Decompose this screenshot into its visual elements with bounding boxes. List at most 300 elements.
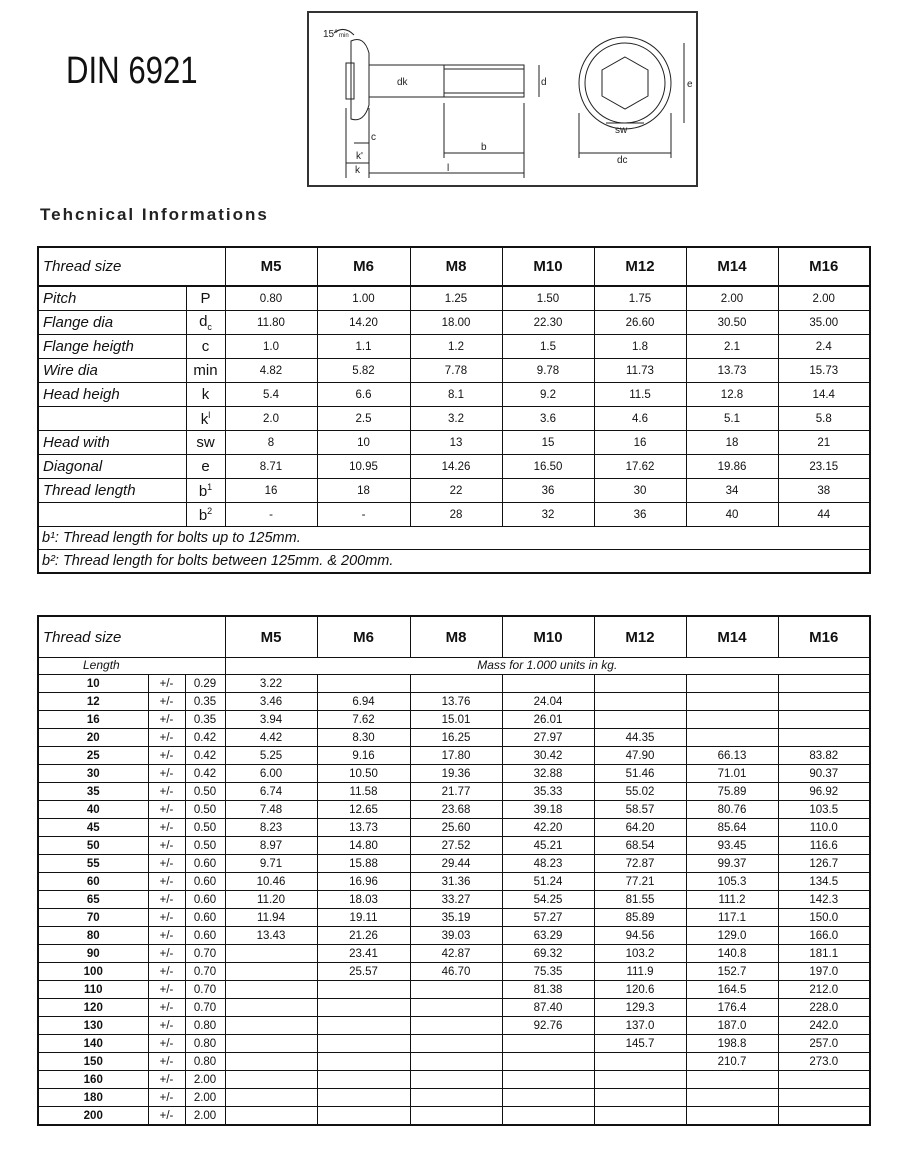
mass-value: 39.03 — [410, 927, 502, 945]
mass-value: 134.5 — [778, 873, 870, 891]
mass-value — [502, 675, 594, 693]
mass-value: 44.35 — [594, 729, 686, 747]
tech-value: 11.80 — [225, 311, 317, 335]
mass-value: 72.87 — [594, 855, 686, 873]
mass-value: 210.7 — [686, 1053, 778, 1071]
mass-value: 39.18 — [502, 801, 594, 819]
tech-row — [38, 359, 870, 383]
tech-value: 1.1 — [317, 335, 410, 359]
mass-row — [38, 1071, 870, 1089]
mass-row — [38, 837, 870, 855]
mass-value: 42.20 — [502, 819, 594, 837]
size-header: M14 — [686, 616, 778, 658]
mass-value: 32.88 — [502, 765, 594, 783]
symbol-text: $b^1$ — [198, 481, 213, 500]
plus-minus: +/- — [148, 1017, 185, 1035]
size-header: M14 — [686, 247, 778, 286]
mass-header-row — [38, 616, 870, 658]
size-header: M8 — [410, 616, 502, 658]
tech-value: 12.8 — [686, 383, 778, 407]
tech-value: 10 — [317, 431, 410, 455]
mass-value: 111.2 — [686, 891, 778, 909]
mass-value: 21.26 — [317, 927, 410, 945]
mass-value: 58.57 — [594, 801, 686, 819]
row-label — [38, 503, 186, 527]
note-row — [38, 550, 870, 574]
mass-value: 103.2 — [594, 945, 686, 963]
length-value: 150 — [38, 1053, 148, 1071]
mass-value: 23.68 — [410, 801, 502, 819]
tech-value: 28 — [410, 503, 502, 527]
mass-value: 8.23 — [225, 819, 317, 837]
mass-value: 69.32 — [502, 945, 594, 963]
bolt-drawing-svg — [309, 13, 700, 189]
plus-minus: +/- — [148, 765, 185, 783]
mass-value: 181.1 — [778, 945, 870, 963]
tech-value: 44 — [778, 503, 870, 527]
mass-value: 9.71 — [225, 855, 317, 873]
tolerance-value: 0.80 — [185, 1035, 225, 1053]
mass-value: 51.24 — [502, 873, 594, 891]
symbol-text: c — [201, 338, 210, 355]
tolerance-value: 0.70 — [185, 981, 225, 999]
tolerance-value: 0.35 — [185, 693, 225, 711]
tech-value: 18 — [317, 479, 410, 503]
bolt-thread — [444, 65, 524, 97]
tech-value: 14.20 — [317, 311, 410, 335]
mass-row — [38, 729, 870, 747]
mass-row — [38, 783, 870, 801]
plus-minus: +/- — [148, 891, 185, 909]
mass-value: 90.37 — [778, 765, 870, 783]
mass-value: 5.25 — [225, 747, 317, 765]
tech-value: 21 — [778, 431, 870, 455]
tolerance-value: 0.60 — [185, 891, 225, 909]
mass-row — [38, 693, 870, 711]
mass-value — [778, 1107, 870, 1126]
tech-value: 18 — [686, 431, 778, 455]
mass-value: 63.29 — [502, 927, 594, 945]
tolerance-value: 2.00 — [185, 1107, 225, 1126]
mass-value: 13.76 — [410, 693, 502, 711]
tech-header-row — [38, 247, 870, 286]
tech-value: 23.15 — [778, 455, 870, 479]
mass-value: 176.4 — [686, 999, 778, 1017]
mass-value: 25.57 — [317, 963, 410, 981]
svg-text:min: min — [339, 33, 349, 39]
tech-row — [38, 311, 870, 335]
mass-value — [317, 999, 410, 1017]
mass-value: 47.90 — [594, 747, 686, 765]
mass-value: 23.41 — [317, 945, 410, 963]
plus-minus: +/- — [148, 1053, 185, 1071]
mass-value — [225, 945, 317, 963]
mass-value: 75.89 — [686, 783, 778, 801]
mass-value: 10.50 — [317, 765, 410, 783]
mass-value — [317, 1017, 410, 1035]
plus-minus: +/- — [148, 1089, 185, 1107]
tech-value: 5.1 — [686, 407, 778, 431]
tech-value: 8.1 — [410, 383, 502, 407]
mass-value: 140.8 — [686, 945, 778, 963]
mass-value: 87.40 — [502, 999, 594, 1017]
tech-value: 6.6 — [317, 383, 410, 407]
tolerance-value: 0.60 — [185, 927, 225, 945]
row-symbol — [186, 335, 225, 359]
dim-kprime: k' — [356, 151, 363, 162]
mass-row — [38, 819, 870, 837]
row-label: Diagonal — [38, 455, 186, 479]
mass-value: 27.97 — [502, 729, 594, 747]
tech-value: 8.71 — [225, 455, 317, 479]
mass-value: 273.0 — [778, 1053, 870, 1071]
mass-row — [38, 873, 870, 891]
mass-subheader-row — [38, 658, 870, 675]
symbol-text: sw — [196, 434, 215, 451]
mass-value: 94.56 — [594, 927, 686, 945]
mass-value: 10.46 — [225, 873, 317, 891]
mass-value: 13.73 — [317, 819, 410, 837]
plus-minus: +/- — [148, 729, 185, 747]
row-symbol — [186, 455, 225, 479]
plus-minus: +/- — [148, 819, 185, 837]
document-title: DIN 6921 — [66, 50, 198, 92]
plus-minus: +/- — [148, 693, 185, 711]
row-label — [38, 407, 186, 431]
mass-value — [686, 729, 778, 747]
size-header: M16 — [778, 616, 870, 658]
symbol-text: $d_c$ — [199, 313, 212, 332]
mass-value: 71.01 — [686, 765, 778, 783]
length-value: 100 — [38, 963, 148, 981]
mass-value: 14.80 — [317, 837, 410, 855]
angle-label: 15° — [323, 29, 339, 40]
tech-value: 3.6 — [502, 407, 594, 431]
mass-value: 145.7 — [594, 1035, 686, 1053]
row-label: Head with — [38, 431, 186, 455]
mass-value: 35.33 — [502, 783, 594, 801]
tech-value: 22 — [410, 479, 502, 503]
mass-value — [410, 1017, 502, 1035]
tech-value: 9.78 — [502, 359, 594, 383]
plus-minus: +/- — [148, 1035, 185, 1053]
tolerance-value: 0.60 — [185, 873, 225, 891]
length-value: 45 — [38, 819, 148, 837]
mass-value — [594, 1107, 686, 1126]
tech-row — [38, 431, 870, 455]
row-symbol — [186, 359, 225, 383]
length-value: 30 — [38, 765, 148, 783]
mass-value — [410, 1071, 502, 1089]
plus-minus: +/- — [148, 801, 185, 819]
dim-c: c — [371, 132, 376, 143]
mass-value: 31.36 — [410, 873, 502, 891]
length-value: 10 — [38, 675, 148, 693]
mass-value — [225, 1053, 317, 1071]
tolerance-value: 0.70 — [185, 963, 225, 981]
tech-value: 18.00 — [410, 311, 502, 335]
mass-value: 16.25 — [410, 729, 502, 747]
dim-dk: dk — [397, 77, 408, 88]
mass-value — [317, 1053, 410, 1071]
mass-value: 54.25 — [502, 891, 594, 909]
mass-value: 6.74 — [225, 783, 317, 801]
mass-row — [38, 765, 870, 783]
plus-minus: +/- — [148, 747, 185, 765]
tech-value: 5.82 — [317, 359, 410, 383]
mass-value — [225, 1035, 317, 1053]
tech-value: 26.60 — [594, 311, 686, 335]
mass-value: 64.20 — [594, 819, 686, 837]
plus-minus: +/- — [148, 855, 185, 873]
tech-value: 2.4 — [778, 335, 870, 359]
tech-row — [38, 407, 870, 431]
plus-minus: +/- — [148, 783, 185, 801]
tolerance-value: 0.70 — [185, 999, 225, 1017]
mass-table — [37, 615, 871, 1126]
flange-circle — [579, 37, 671, 129]
tech-row — [38, 383, 870, 407]
tech-value: 0.80 — [225, 286, 317, 311]
length-value: 50 — [38, 837, 148, 855]
tech-row — [38, 503, 870, 527]
tech-value: 1.8 — [594, 335, 686, 359]
dim-k: k — [355, 165, 360, 176]
symbol-text: k — [201, 386, 210, 403]
mass-value: 75.35 — [502, 963, 594, 981]
mass-value — [594, 1071, 686, 1089]
mass-value: 7.62 — [317, 711, 410, 729]
mass-value: 8.30 — [317, 729, 410, 747]
tech-value: 16 — [594, 431, 686, 455]
dim-sw: sw — [615, 125, 628, 136]
mass-value: 80.76 — [686, 801, 778, 819]
tech-value: 1.50 — [502, 286, 594, 311]
mass-value: 15.88 — [317, 855, 410, 873]
mass-row — [38, 909, 870, 927]
tolerance-value: 0.50 — [185, 801, 225, 819]
mass-value — [410, 1035, 502, 1053]
row-symbol — [186, 503, 225, 527]
mass-value — [225, 981, 317, 999]
size-header: M8 — [410, 247, 502, 286]
mass-value: 11.94 — [225, 909, 317, 927]
tolerance-value: 0.35 — [185, 711, 225, 729]
mass-row — [38, 1053, 870, 1071]
mass-value — [317, 1035, 410, 1053]
mass-value: 137.0 — [594, 1017, 686, 1035]
mass-value: 46.70 — [410, 963, 502, 981]
mass-value: 129.3 — [594, 999, 686, 1017]
row-label: Head heigh — [38, 383, 186, 407]
tolerance-value: 0.42 — [185, 729, 225, 747]
mass-value — [317, 1107, 410, 1126]
plus-minus: +/- — [148, 1107, 185, 1126]
mass-value: 55.02 — [594, 783, 686, 801]
mass-value: 99.37 — [686, 855, 778, 873]
mass-value — [410, 1089, 502, 1107]
mass-value: 126.7 — [778, 855, 870, 873]
tech-value: 34 — [686, 479, 778, 503]
length-value: 180 — [38, 1089, 148, 1107]
mass-value: 8.97 — [225, 837, 317, 855]
mass-value: 77.21 — [594, 873, 686, 891]
tolerance-value: 2.00 — [185, 1089, 225, 1107]
mass-row — [38, 675, 870, 693]
mass-row — [38, 981, 870, 999]
mass-row — [38, 1035, 870, 1053]
length-value: 130 — [38, 1017, 148, 1035]
mass-row — [38, 891, 870, 909]
plus-minus: +/- — [148, 711, 185, 729]
mass-value — [686, 711, 778, 729]
mass-value — [502, 1089, 594, 1107]
mass-value: 19.11 — [317, 909, 410, 927]
tolerance-value: 0.42 — [185, 747, 225, 765]
plus-minus: +/- — [148, 999, 185, 1017]
section-title: Tehcnical Informations — [40, 205, 269, 224]
mass-value — [594, 1089, 686, 1107]
mass-value: 116.6 — [778, 837, 870, 855]
length-value: 120 — [38, 999, 148, 1017]
mass-value — [317, 1089, 410, 1107]
mass-value: 42.87 — [410, 945, 502, 963]
mass-row — [38, 1089, 870, 1107]
tolerance-value: 0.50 — [185, 837, 225, 855]
technical-info-table — [37, 246, 871, 574]
mass-value: 3.94 — [225, 711, 317, 729]
length-value: 200 — [38, 1107, 148, 1126]
mass-row — [38, 1017, 870, 1035]
length-value: 20 — [38, 729, 148, 747]
mass-value: 4.42 — [225, 729, 317, 747]
length-value: 90 — [38, 945, 148, 963]
mass-value: 257.0 — [778, 1035, 870, 1053]
mass-value: 3.46 — [225, 693, 317, 711]
tolerance-value: 0.29 — [185, 675, 225, 693]
tech-value: 4.82 — [225, 359, 317, 383]
plus-minus: +/- — [148, 963, 185, 981]
length-value: 25 — [38, 747, 148, 765]
size-header: M6 — [317, 247, 410, 286]
tech-value: 30.50 — [686, 311, 778, 335]
mass-value — [594, 675, 686, 693]
tech-value: 38 — [778, 479, 870, 503]
mass-value: 6.94 — [317, 693, 410, 711]
mass-value: 13.43 — [225, 927, 317, 945]
mass-units-label: Mass for 1.000 units in kg. — [225, 658, 870, 675]
mass-value: 30.42 — [502, 747, 594, 765]
mass-value: 19.36 — [410, 765, 502, 783]
mass-value: 120.6 — [594, 981, 686, 999]
tech-value: 4.6 — [594, 407, 686, 431]
tech-value: 13 — [410, 431, 502, 455]
length-value: 55 — [38, 855, 148, 873]
size-header: M12 — [594, 247, 686, 286]
tech-value: 5.8 — [778, 407, 870, 431]
mass-value — [410, 1107, 502, 1126]
tolerance-value: 0.60 — [185, 909, 225, 927]
mass-value: 27.52 — [410, 837, 502, 855]
tech-value: 2.5 — [317, 407, 410, 431]
mass-value: 197.0 — [778, 963, 870, 981]
mass-value — [594, 693, 686, 711]
mass-row — [38, 963, 870, 981]
tolerance-value: 0.80 — [185, 1053, 225, 1071]
row-symbol — [186, 479, 225, 503]
tech-row — [38, 335, 870, 359]
dim-dc: dc — [617, 155, 628, 166]
tech-value: 40 — [686, 503, 778, 527]
tech-value: 2.1 — [686, 335, 778, 359]
plus-minus: +/- — [148, 675, 185, 693]
row-label: Wire dia — [38, 359, 186, 383]
bolt-technical-drawing — [307, 11, 698, 187]
symbol-text: $k^l$ — [200, 409, 211, 428]
tolerance-value: 0.70 — [185, 945, 225, 963]
mass-value: 3.22 — [225, 675, 317, 693]
tech-value: 1.5 — [502, 335, 594, 359]
length-value: 12 — [38, 693, 148, 711]
mass-row — [38, 945, 870, 963]
tolerance-value: 0.50 — [185, 783, 225, 801]
tech-value: 30 — [594, 479, 686, 503]
row-label: Pitch — [38, 286, 186, 311]
mass-value: 33.27 — [410, 891, 502, 909]
mass-value: 83.82 — [778, 747, 870, 765]
length-value: 160 — [38, 1071, 148, 1089]
mass-value: 7.48 — [225, 801, 317, 819]
tech-value: 1.75 — [594, 286, 686, 311]
bolt-flange-side — [346, 63, 354, 99]
thread-length-note: b²: Thread length for bolts between 125mm. & 200mm. — [38, 550, 870, 574]
tech-value: 1.0 — [225, 335, 317, 359]
mass-value: 11.20 — [225, 891, 317, 909]
tech-row — [38, 286, 870, 311]
tech-value: 5.4 — [225, 383, 317, 407]
mass-value: 16.96 — [317, 873, 410, 891]
mass-value — [594, 1053, 686, 1071]
mass-value — [502, 1071, 594, 1089]
size-header: M12 — [594, 616, 686, 658]
mass-row — [38, 747, 870, 765]
mass-value: 25.60 — [410, 819, 502, 837]
mass-value: 92.76 — [502, 1017, 594, 1035]
mass-value — [225, 1107, 317, 1126]
size-header: M16 — [778, 247, 870, 286]
tech-value: 16 — [225, 479, 317, 503]
mass-value — [410, 1053, 502, 1071]
mass-value — [225, 963, 317, 981]
plus-minus: +/- — [148, 873, 185, 891]
tech-row — [38, 479, 870, 503]
tolerance-value: 0.42 — [185, 765, 225, 783]
mass-value: 117.1 — [686, 909, 778, 927]
mass-value: 51.46 — [594, 765, 686, 783]
mass-value: 57.27 — [502, 909, 594, 927]
mass-value: 212.0 — [778, 981, 870, 999]
mass-value: 21.77 — [410, 783, 502, 801]
tech-value: 3.2 — [410, 407, 502, 431]
size-header: M10 — [502, 247, 594, 286]
mass-value: 11.58 — [317, 783, 410, 801]
mass-value: 110.0 — [778, 819, 870, 837]
mass-value — [502, 1053, 594, 1071]
mass-value — [778, 729, 870, 747]
mass-value — [225, 1017, 317, 1035]
mass-row — [38, 711, 870, 729]
tech-row — [38, 455, 870, 479]
